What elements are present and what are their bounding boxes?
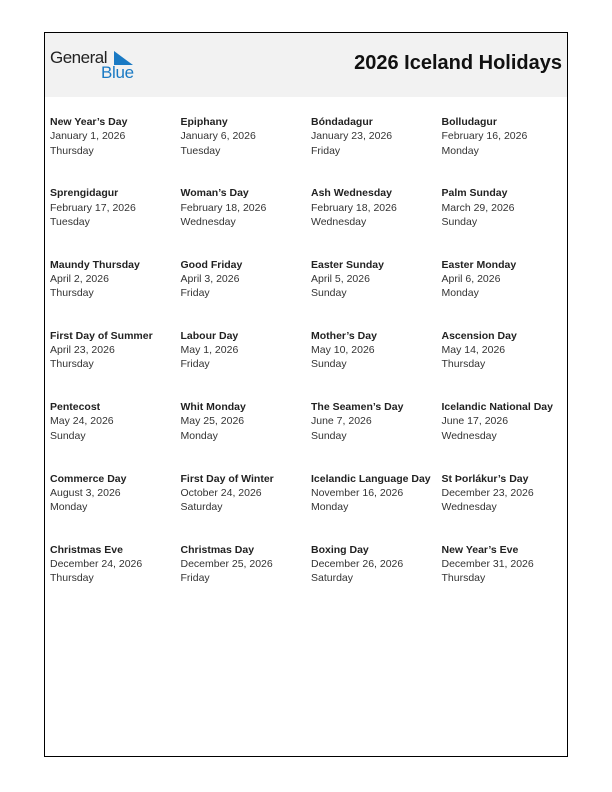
calendar-page	[44, 32, 568, 757]
holiday-weekday: Thursday	[50, 144, 94, 157]
holiday-weekday: Monday	[441, 287, 479, 300]
holiday-weekday: Thursday	[441, 572, 486, 585]
holiday-entry	[442, 543, 570, 586]
holiday-date: June 17, 2026	[441, 415, 509, 428]
holiday-date: April 5, 2026	[311, 272, 370, 285]
holiday-name: New Year’s Eve	[441, 543, 519, 556]
holiday-entry	[50, 329, 178, 372]
holiday-weekday: Tuesday	[50, 215, 90, 228]
holiday-weekday: Friday	[311, 144, 341, 157]
holiday-entry	[311, 329, 439, 372]
holiday-weekday: Friday	[180, 287, 210, 300]
holiday-name: Christmas Day	[180, 543, 255, 556]
holiday-weekday: Thursday	[50, 358, 94, 371]
holiday-date: October 24, 2026	[180, 486, 262, 499]
holiday-entry	[50, 115, 178, 158]
holiday-name: Maundy Thursday	[50, 258, 140, 271]
holiday-weekday: Saturday	[180, 501, 223, 514]
holiday-date: May 10, 2026	[311, 344, 375, 357]
holiday-entry	[311, 472, 439, 515]
logo-word-blue: Blue	[101, 63, 134, 82]
holiday-weekday: Thursday	[50, 287, 94, 300]
holiday-name: Pentecost	[50, 401, 101, 414]
holiday-date: November 16, 2026	[311, 486, 404, 499]
holiday-name: Ash Wednesday	[311, 187, 392, 200]
holiday-weekday: Friday	[180, 358, 210, 371]
holiday-date: February 18, 2026	[180, 201, 267, 214]
holiday-date: April 23, 2026	[50, 344, 115, 357]
holiday-entry	[442, 329, 570, 372]
page-title: 2026 Iceland Holidays	[354, 52, 562, 74]
holiday-date: August 3, 2026	[50, 486, 121, 499]
holiday-date: January 6, 2026	[180, 130, 256, 143]
holiday-name: Palm Sunday	[441, 187, 508, 200]
holiday-name: First Day of Summer	[50, 329, 153, 342]
holiday-entry	[442, 472, 570, 515]
holiday-weekday: Sunday	[311, 287, 347, 300]
holiday-weekday: Sunday	[50, 429, 86, 442]
holiday-date: May 25, 2026	[180, 415, 245, 428]
holiday-name: New Year’s Day	[50, 116, 128, 128]
holiday-date: April 2, 2026	[50, 272, 109, 285]
holiday-entry	[442, 258, 570, 301]
holiday-name: Ascension Day	[441, 329, 517, 342]
holiday-name: Icelandic National Day	[441, 401, 553, 414]
holiday-name: St Þorlákur’s Day	[441, 472, 529, 485]
holiday-name: Good Friday	[180, 258, 243, 271]
holiday-entry	[442, 115, 570, 158]
holiday-date: December 26, 2026	[311, 558, 404, 571]
holiday-name: First Day of Winter	[180, 472, 274, 485]
holiday-weekday: Sunday	[441, 215, 478, 228]
holiday-weekday: Monday	[311, 501, 349, 514]
holiday-entry	[181, 400, 309, 443]
holiday-name: Epiphany	[180, 116, 228, 128]
holiday-name: Labour Day	[180, 329, 239, 342]
holiday-date: February 17, 2026	[50, 201, 136, 214]
holiday-entry	[311, 400, 439, 443]
holiday-entry	[181, 543, 309, 586]
holiday-name: Boxing Day	[311, 543, 369, 556]
holiday-name: Commerce Day	[50, 472, 127, 485]
holiday-entry	[181, 186, 309, 229]
holiday-date: June 7, 2026	[311, 415, 372, 428]
holiday-weekday: Friday	[180, 572, 210, 585]
holiday-name: Whit Monday	[180, 401, 246, 414]
holiday-weekday: Wednesday	[441, 429, 497, 442]
holiday-weekday: Monday	[180, 429, 218, 442]
general-blue-logo	[50, 48, 140, 84]
holiday-entry	[311, 543, 439, 586]
holiday-date: May 24, 2026	[50, 415, 114, 428]
page-header	[45, 33, 567, 97]
holiday-entry	[311, 186, 439, 229]
holiday-date: December 23, 2026	[441, 486, 534, 499]
holiday-name: Woman’s Day	[180, 187, 249, 200]
holiday-date: December 25, 2026	[180, 558, 273, 571]
holiday-date: March 29, 2026	[441, 201, 515, 214]
holiday-weekday: Tuesday	[180, 144, 221, 157]
holiday-entry	[181, 115, 309, 158]
holiday-weekday: Wednesday	[311, 215, 367, 228]
holiday-date: February 16, 2026	[441, 130, 528, 143]
holiday-weekday: Monday	[441, 144, 479, 157]
holiday-name: Christmas Eve	[50, 543, 123, 556]
holiday-entry	[50, 258, 178, 301]
holiday-weekday: Sunday	[311, 429, 347, 442]
holiday-date: January 23, 2026	[311, 130, 393, 143]
holiday-weekday: Monday	[50, 501, 88, 514]
holiday-entry	[50, 543, 178, 586]
holiday-name: Bóndadagur	[311, 116, 373, 128]
holiday-entry	[50, 186, 178, 229]
holiday-name: Mother’s Day	[311, 329, 377, 342]
holiday-weekday: Thursday	[441, 358, 486, 371]
holiday-weekday: Saturday	[311, 572, 354, 585]
holiday-date: December 31, 2026	[441, 558, 534, 571]
logo-word-general: General	[50, 48, 107, 67]
holiday-weekday: Wednesday	[180, 215, 236, 228]
holiday-name: Sprengidagur	[50, 187, 119, 200]
holiday-weekday: Thursday	[50, 572, 94, 585]
holiday-entry	[181, 472, 309, 515]
holiday-entry	[442, 400, 570, 443]
holiday-name: Icelandic Language Day	[311, 472, 431, 485]
holiday-date: April 6, 2026	[441, 272, 501, 285]
holiday-entry	[50, 400, 178, 443]
holiday-name: Bolludagur	[441, 116, 497, 128]
holiday-entry	[311, 258, 439, 301]
holiday-name: The Seamen’s Day	[311, 401, 404, 414]
holiday-date: January 1, 2026	[50, 130, 126, 143]
holiday-weekday: Sunday	[311, 358, 347, 371]
holiday-weekday: Wednesday	[441, 501, 497, 514]
holiday-name: Easter Monday	[441, 258, 517, 271]
holiday-date: February 18, 2026	[311, 201, 397, 214]
holiday-entry	[50, 472, 178, 515]
holiday-date: December 24, 2026	[50, 558, 143, 571]
holiday-date: May 14, 2026	[441, 344, 506, 357]
holiday-entry	[181, 258, 309, 301]
holiday-entry	[442, 186, 570, 229]
holiday-date: April 3, 2026	[180, 272, 240, 285]
holiday-name: Easter Sunday	[311, 258, 384, 271]
holiday-date: May 1, 2026	[180, 344, 239, 357]
holiday-entry	[311, 115, 439, 158]
holiday-entry	[181, 329, 309, 372]
